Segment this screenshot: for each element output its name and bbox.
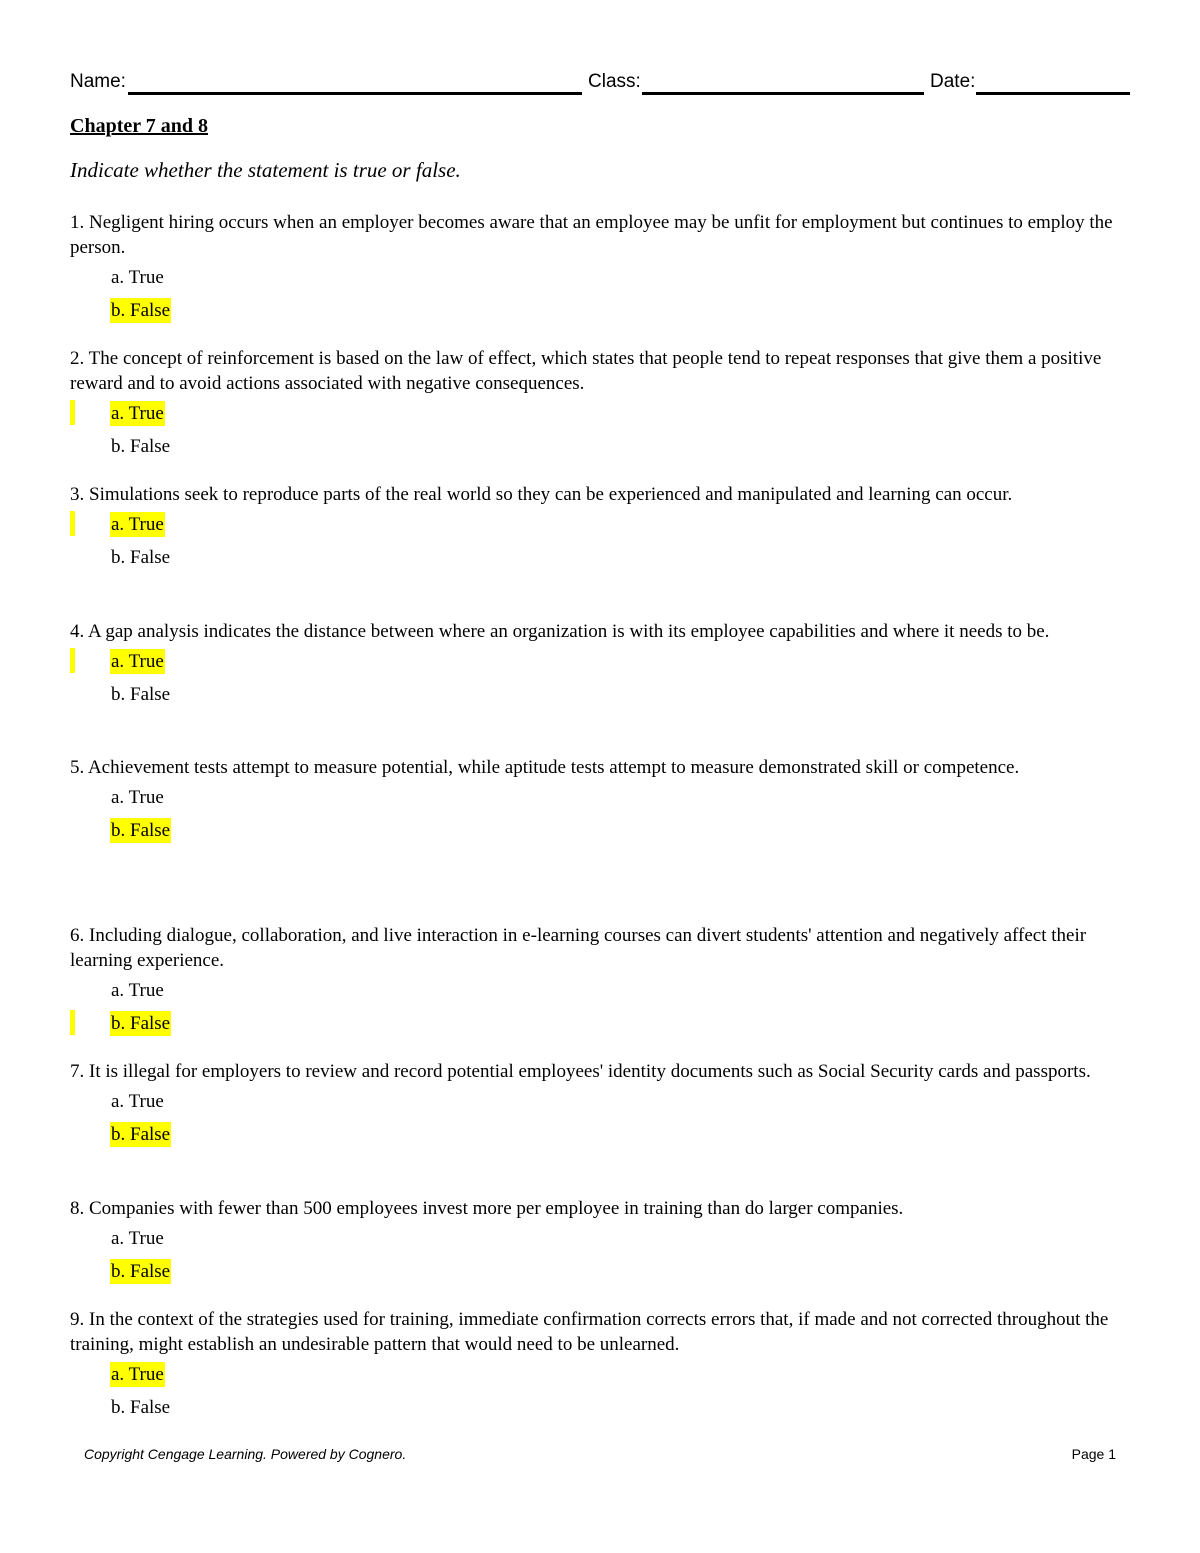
question-text: 1. Negligent hiring occurs when an employer becomes aware that an employee may be unfit for employment but continues to employ the person.: [70, 212, 1113, 258]
answer-option-a[interactable]: [70, 1224, 1140, 1254]
date-label: Date:: [930, 71, 976, 92]
question-text: 8. Companies with fewer than 500 employees invest more per employee in training than do larger companies.: [70, 1198, 904, 1219]
answer-option-label: a. True: [111, 1364, 164, 1385]
answer-option-label: b. False: [111, 1124, 171, 1145]
answer-option-b[interactable]: [70, 680, 1140, 710]
answer-option-a[interactable]: [70, 783, 1140, 813]
question-text: 5. Achievement tests attempt to measure potential, while aptitude tests attempt to measure demonstrated skill or competence.: [70, 757, 1020, 778]
question-1: [70, 210, 1140, 326]
answer-option-label: b. False: [111, 1013, 171, 1034]
answer-option-label: a. True: [111, 1228, 164, 1249]
answer-option-a[interactable]: [70, 647, 1140, 677]
answer-option-b[interactable]: [70, 432, 1140, 462]
question-8: [70, 1196, 1140, 1287]
date-field[interactable]: [976, 92, 1130, 95]
answer-option-label: b. False: [111, 300, 171, 321]
answer-option-b[interactable]: [70, 1257, 1140, 1287]
answer-option-label: b. False: [111, 436, 171, 457]
question-9: [70, 1307, 1140, 1423]
answer-option-label: b. False: [111, 684, 171, 705]
question-text: 3. Simulations seek to reproduce parts of the real world so they can be experienced and manipulated and learning can occur.: [70, 484, 1013, 505]
class-field[interactable]: [642, 92, 924, 95]
answer-option-label: a. True: [111, 651, 164, 672]
answer-option-a[interactable]: [70, 263, 1140, 293]
question-2: [70, 346, 1140, 462]
answer-option-label: a. True: [111, 980, 164, 1001]
class-label: Class:: [588, 71, 641, 92]
answer-option-a[interactable]: [70, 976, 1140, 1006]
answer-option-label: a. True: [111, 787, 164, 808]
answer-option-label: b. False: [111, 1397, 171, 1418]
answer-option-b[interactable]: [70, 296, 1140, 326]
answer-option-label: b. False: [111, 820, 171, 841]
answer-option-a[interactable]: [70, 1360, 1140, 1390]
answer-option-label: a. True: [111, 1091, 164, 1112]
header-fields: [70, 70, 1130, 96]
instructions: Indicate whether the statement is true or false.: [70, 158, 461, 182]
question-3: [70, 482, 1140, 573]
question-6: [70, 923, 1140, 1039]
answer-option-b[interactable]: [70, 1009, 1140, 1039]
answer-option-a[interactable]: [70, 1087, 1140, 1117]
answer-option-label: a. True: [111, 403, 164, 424]
answer-option-b[interactable]: [70, 543, 1140, 573]
question-text: 2. The concept of reinforcement is based on the law of effect, which states that people tend to repeat responses that give them a positive reward and to avoid actions associated with negative consequences.: [70, 348, 1102, 394]
highlight-marker: [70, 648, 75, 673]
name-label: Name:: [70, 71, 126, 92]
chapter-title: Chapter 7 and 8: [70, 115, 208, 137]
answer-option-b[interactable]: [70, 1120, 1140, 1150]
question-4: [70, 619, 1140, 710]
answer-option-a[interactable]: [70, 510, 1140, 540]
page-number: Page 1: [1071, 1446, 1116, 1462]
answer-option-label: a. True: [111, 514, 164, 535]
answer-option-label: b. False: [111, 547, 171, 568]
answer-option-label: b. False: [111, 1261, 171, 1282]
answer-option-a[interactable]: [70, 399, 1140, 429]
question-5: [70, 755, 1140, 846]
copyright-text: Copyright Cengage Learning. Powered by Cognero.: [84, 1446, 407, 1462]
highlight-marker: [70, 400, 75, 425]
answer-option-b[interactable]: [70, 1393, 1140, 1423]
question-7: [70, 1059, 1140, 1150]
question-text: 9. In the context of the strategies used for training, immediate confirmation corrects errors that, if made and not corrected throughout the training, might establish an undesirable pattern that would need to be unlearned.: [70, 1309, 1109, 1355]
highlight-marker: [70, 1010, 75, 1035]
answer-option-b[interactable]: [70, 816, 1140, 846]
highlight-marker: [70, 511, 75, 536]
name-field[interactable]: [128, 92, 582, 95]
question-text: 6. Including dialogue, collaboration, and live interaction in e-learning courses can divert students' attention and negatively affect their learning experience.: [70, 925, 1087, 971]
question-text: 4. A gap analysis indicates the distance between where an organization is with its employee capabilities and where it needs to be.: [70, 621, 1050, 642]
question-text: 7. It is illegal for employers to review and record potential employees' identity documents such as Social Security cards and passports.: [70, 1061, 1091, 1082]
answer-option-label: a. True: [111, 267, 164, 288]
